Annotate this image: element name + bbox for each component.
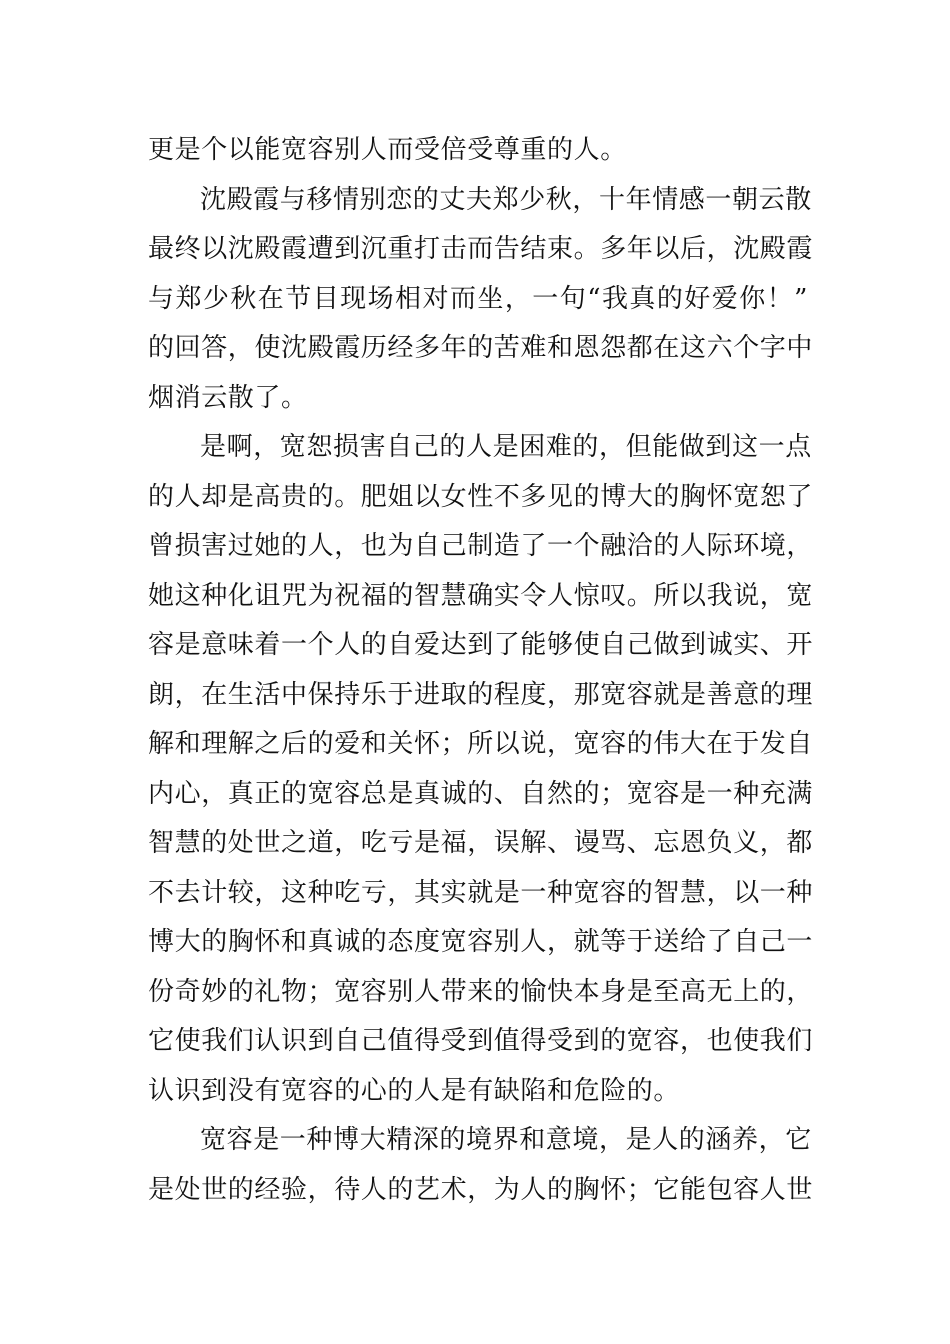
- text-line: 是处世的经验，待人的艺术，为人的胸怀；它能包容人世: [148, 1174, 814, 1205]
- paragraph-start-line: 沈殿霞与移情别恋的丈夫郑少秋，十年情感一朝云散: [200, 184, 812, 215]
- text-line: 智慧的处世之道，吃亏是福，误解、谩骂、忘恩负义，都: [148, 828, 814, 858]
- text-line: 博大的胸怀和真诚的态度宽容别人，就等于送给了自己一: [148, 927, 814, 957]
- text-line: 解和理解之后的爱和关怀；所以说，宽容的伟大在于发自: [148, 729, 814, 759]
- paragraph-start-line: 宽容是一种博大精深的境界和意境，是人的涵养，它: [200, 1125, 812, 1155]
- text-line-0: 更是个以能宽容别人而受倍受尊重的人。: [148, 135, 627, 165]
- text-line: 它使我们认识到自己值得受到值得受到的宽容，也使我们: [148, 1026, 814, 1056]
- paragraph-start-line: 是啊，宽恕损害自己的人是困难的，但能做到这一点: [200, 432, 812, 462]
- text-line: 她这种化诅咒为祝福的智慧确实令人惊叹。所以我说，宽: [148, 580, 814, 611]
- text-line: 不去计较，这种吃亏，其实就是一种宽容的智慧，以一种: [148, 877, 814, 908]
- text-line: 认识到没有宽容的心的人是有缺陷和危险的。: [148, 1075, 681, 1106]
- text-line: 容是意味着一个人的自爱达到了能够使自己做到诚实、开: [148, 630, 814, 660]
- text-line: 朗，在生活中保持乐于进取的程度，那宽容就是善意的理: [148, 679, 814, 710]
- text-line: 曾损害过她的人，也为自己制造了一个融洽的人际环境，: [148, 531, 814, 561]
- text-line: 的人却是高贵的。肥姐以女性不多见的博大的胸怀宽恕了: [148, 481, 814, 512]
- text-line: 份奇妙的礼物；宽容别人带来的愉快本身是至高无上的，: [148, 976, 814, 1007]
- text-line: 烟消云散了。: [148, 382, 308, 413]
- text-line: 内心，真正的宽容总是真诚的、自然的；宽容是一种充满: [148, 778, 814, 809]
- text-line: 的回答，使沈殿霞历经多年的苦难和恩怨都在这六个字中: [148, 333, 814, 363]
- document-body: [148, 126, 814, 1215]
- text-line: 最终以沈殿霞遭到沉重打击而告结束。多年以后，沈殿霞: [148, 234, 814, 264]
- text-line: 与郑少秋在节目现场相对而坐，一句“我真的好爱你！”: [148, 283, 808, 314]
